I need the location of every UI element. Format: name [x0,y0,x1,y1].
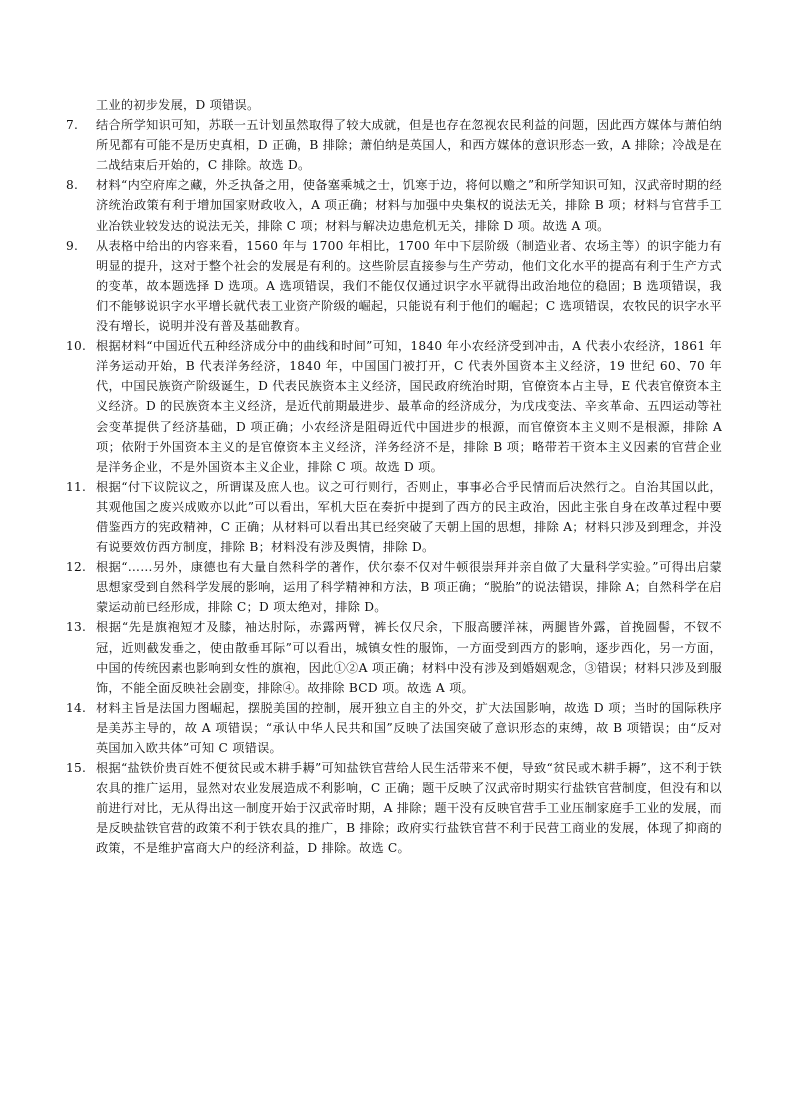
item-number: 15. [66,761,87,776]
answer-item-12 [66,557,722,617]
item-number: 8. [66,178,79,193]
item-text: 根据材料“中国近代五种经济成分中的曲线和时间”可知，1840 年小农经济受到冲击，A 代表小农经济，1861 年洋务运动开始，B 代表洋务经济，1840 年，中国国门被打开，C 代表外国资本主义经济，19 世纪 60、70 年代，中国民族资产阶级诞生，D 代表民族资本主义经济，国民政府统治时期，官僚资本占主导，E 代表官僚资本主义经济。D 的民族资本主义经济，是近代前期最进步、最革命的经济成分，为戊戌变法、辛亥革命、五四运动等社会变革提供了经济基础，D 项正确；小农经济是阻碍近代中国进步的根源，而官僚资本主义则不是根源，排除 A 项；依附于外国资本主义的是官僚资本主义经济，洋务经济不是，排除 B 项；略带若干资本主义因素的官营企业是洋务企业，不是外国资本主义企业，排除 C 项。故选 D 项。 [96,339,722,474]
item-text: 根据“盐铁价贵百姓不便贫民或木耕手耨”可知盐铁官营给人民生活带来不便，导致“贫民或木耕手耨”，这不利于铁农具的推广运用，显然对农业发展造成不利影响，C 正确；题干反映了汉武帝时期实行盐铁官营制度，但没有和以前进行对比，无从得出这一制度开始于汉武帝时期，A 排除；题干没有反映官营手工业压制家庭手工业的发展，而是反映盐铁官营的政策不利于铁农具的推广，B 排除；政府实行盐铁官营不利于民营工商业的发展，体现了抑商的政策，不是维护富商大户的经济利益，D 排除。故选 C。 [96,761,722,856]
item-text: 根据“先是旗袍短才及膝，袖达肘际，赤露两臂，裤长仅尺余，下服高腰洋袜，两腿皆外露，首挽圆髻，不钗不冠，近则截发垂之，使由散垂耳际”可以看出，城镇女性的服饰，一方面受到西方的影响，逐步西化，另一方面，中国的传统因素也影响到女性的旗袍，因此①②A 项正确；材料中没有涉及到婚姻观念，③错误；材料只涉及到服饰，不能全面反映社会剧变，排除④。故排除 BCD 项。故选 A 项。 [96,620,722,695]
answer-item-8 [66,175,722,235]
item-text: 根据“付下议院议之，所谓谋及庶人也。议之可行则行，否则止，事事必合乎民情而后决然行之。自治其国以此，其观他国之废兴成败亦以此”可以看出，军机大臣在奏折中提到了西方的民主政治，因此主张自身在改革过程中要借鉴西方的宪政精神，C 正确；从材料可以看出其已经突破了天朝上国的思想，排除 A；材料只涉及到理念，并没有说要效仿西方制度，排除 B；材料没有涉及舆情，排除 D。 [96,479,722,555]
answer-item-11 [66,477,722,557]
answer-item-7 [66,115,722,175]
item-text: 从表格中给出的内容来看，1560 年与 1700 年相比，1700 年中下层阶级（制造业者、农场主等）的识字能力有明显的提升，这对于整个社会的发展是有利的。这些阶层直接参与生产劳动，他们文化水平的提高有利于生产方式的变革，故本题选择 D 选项。A 选项错误，我们不能仅仅通过识字水平就得出政治地位的稳固；B 选项错误，我们不能够说识字水平增长就代表工业资产阶级的崛起，只能说有利于他们的崛起；C 选项错误，农牧民的识字水平没有增长，说明并没有普及基础教育。 [96,238,722,334]
item-text: 结合所学知识可知，苏联一五计划虽然取得了较大成就，但是也存在忽视农民利益的问题，因此西方媒体与萧伯纳所见都有可能不是历史真相，D 正确，B 排除；萧伯纳是英国人，和西方媒体的意识形态一致，A 排除；冷战是在二战结束后开始的，C 排除。故选 D。 [96,118,722,173]
answer-item-9 [66,236,722,336]
item-number: 12. [66,560,87,575]
item-number: 11. [66,479,87,494]
item-number: 13. [66,620,87,635]
item-text: 根据“……另外，康德也有大量自然科学的著作，伏尔泰不仅对牛顿很崇拜并亲自做了大量科学实验。”可得出启蒙思想家受到自然科学发展的影响，运用了科学精神和方法，B 项正确；“脱胎”的说法错误，排除 A；自然科学在启蒙运动前已经形成，排除 C；D 项太绝对，排除 D。 [96,560,722,615]
answer-item-10 [66,336,722,477]
item-number: 10. [66,339,87,354]
answer-item-15 [66,758,722,858]
answer-document [66,95,722,859]
answer-item-13 [66,617,722,697]
continuation-line: 工业的初步发展，D 项错误。 [96,98,260,112]
item-number: 7. [66,118,79,133]
item-text: 材料“内空府库之藏，外乏执备之用，使备塞乘城之士，饥寒于边，将何以赡之”和所学知识可知，汉武帝时期的经济统治政策有利于增加国家财政收入，A 项正确；材料与加强中央集权的说法无关，排除 B 项；材料与官营手工业冶铁业较发达的说法无关，排除 C 项；材料与解决边患危机无关，排除 D 项。故选 A 项。 [96,178,722,233]
item-number: 9. [66,238,79,253]
answer-item-14 [66,698,722,758]
item-text: 材料主旨是法国力图崛起，摆脱美国的控制，展开独立自主的外交，扩大法国影响，故选 D 项；当时的国际秩序是美苏主导的，故 A 项错误；“承认中华人民共和国”反映了法国突破了意识形态的束缚，故 B 项错误；由“反对英国加入欧共体”可知 C 项错误。 [96,700,722,755]
item-number: 14. [66,700,87,715]
